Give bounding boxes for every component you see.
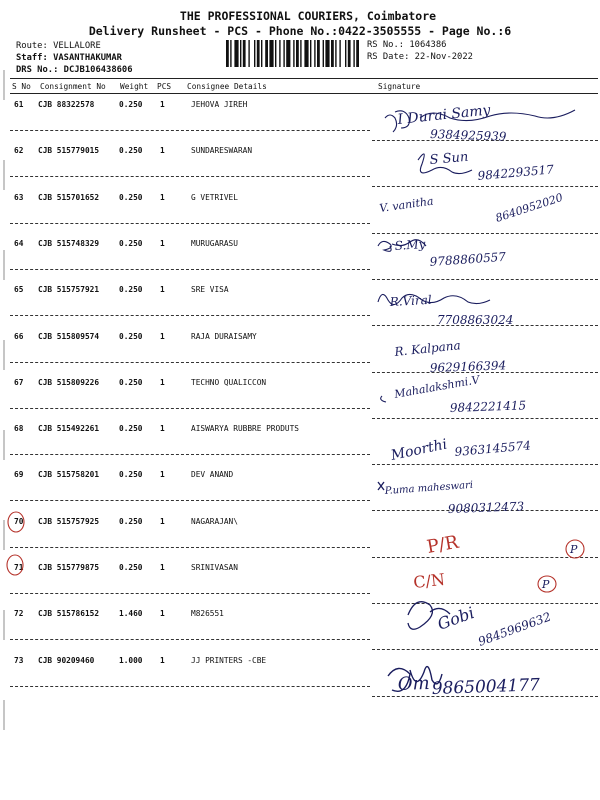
row-separator [10, 315, 370, 316]
cell-consignee: SUNDARESWARAN [191, 146, 253, 156]
cell-weight: 0.250 [119, 100, 143, 109]
signature-phone: 9080312473 [447, 499, 525, 516]
cell-weight: 0.250 [119, 377, 143, 387]
signature-name: S.My [394, 236, 426, 253]
staff-label: Staff: VASANTHAKUMAR [16, 53, 122, 63]
row-separator [10, 639, 370, 640]
cell-sno: 61 [14, 100, 24, 109]
cell-consignment: CJB 515786152 [38, 609, 100, 619]
cell-consignee: MURUGARASU [191, 238, 238, 248]
col-pcs: PCS [157, 82, 172, 91]
cell-weight: 0.250 [119, 424, 143, 434]
cell-consignment: CJB 515758201 [38, 470, 100, 480]
cell-consignment: CJB 515701652 [38, 192, 100, 202]
signature-separator [372, 696, 598, 697]
cell-pcs: 1 [160, 470, 165, 480]
signature-phone: 9788860557 [429, 249, 507, 269]
signature-name: R. Kalpana [393, 338, 462, 359]
header-top-rule [10, 78, 598, 79]
cell-consignment: CJB 515757925 [38, 516, 100, 526]
circled-p-70: P [570, 543, 578, 556]
row-separator [10, 500, 370, 501]
signature-stroke-67 [381, 396, 386, 402]
signature-separator [372, 279, 598, 280]
red-circle-71 [538, 576, 556, 592]
signature-name: I Durai Samy [396, 102, 492, 128]
signature-separator [372, 372, 598, 373]
cell-pcs: 1 [160, 238, 165, 248]
signature-separator [372, 140, 598, 141]
cell-consignee: RAJA DURAISAMY [191, 331, 257, 341]
signature-name: R.Viral [389, 292, 432, 309]
cell-weight: 1.460 [119, 609, 143, 619]
cell-pcs: 1 [160, 609, 165, 619]
cell-weight: 0.250 [119, 563, 143, 572]
signature-separator [372, 464, 598, 465]
cell-consignment: CJB 515809226 [38, 377, 100, 387]
cell-sno: 63 [14, 192, 24, 202]
cell-pcs: 1 [160, 516, 165, 526]
cell-pcs: 1 [160, 655, 165, 665]
signature-separator [372, 603, 598, 604]
cell-sno: 68 [14, 424, 24, 434]
signature-stroke-65 [378, 294, 490, 304]
scan-edge-mark [2, 70, 6, 780]
signature-phone: 8640952020 [493, 190, 565, 225]
row-separator [10, 454, 370, 455]
cell-consignee: JJ PRINTERS -CBE [191, 655, 267, 665]
row-separator [10, 593, 370, 594]
cell-pcs: 1 [160, 331, 165, 341]
cell-pcs: 1 [160, 192, 165, 202]
cell-sno: 72 [14, 609, 24, 619]
cell-pcs: 1 [160, 146, 165, 156]
cell-consignment: CJB 515779015 [38, 146, 100, 156]
cell-sno: 70 [14, 516, 24, 526]
cell-consignee: TECHNO QUALICCON [191, 377, 267, 387]
cell-pcs: 1 [160, 285, 165, 295]
signature-name: C/N [412, 569, 446, 592]
row-separator [10, 408, 370, 409]
signature-phone: 9363145574 [454, 438, 532, 459]
company-title: THE PROFESSIONAL COURIERS, Coimbatore [179, 9, 437, 23]
signature-separator [372, 649, 598, 650]
rs-date: RS Date: 22-Nov-2022 [367, 52, 473, 62]
drs-number: DRS No.: DCJB106438606 [16, 65, 133, 75]
rs-number: RS No.: 1064386 [367, 40, 447, 50]
runsheet-title: Delivery Runsheet - PCS - Phone No.:0422-3505555 - Page No.:6 [88, 24, 512, 38]
signature-phone: 9842293517 [477, 162, 555, 183]
cell-consignment: CJB 515748329 [38, 238, 100, 248]
cell-weight: 0.250 [119, 238, 143, 248]
signature-stroke-64 [378, 240, 426, 252]
signature-phone: 9384925939 [429, 127, 507, 144]
col-signature: Signature [378, 82, 421, 91]
cell-pcs: 1 [160, 100, 165, 109]
cell-consignee: SRINIVASAN [191, 563, 238, 572]
signature-stroke-69 [378, 482, 384, 490]
signature-phone: 9629166394 [429, 358, 507, 375]
route-label: Route: VELLALORE [16, 41, 101, 51]
cell-pcs: 1 [160, 563, 165, 572]
signature-name: Om [397, 672, 430, 695]
circled-p-71: P [542, 578, 550, 591]
signature-name: P.uma maheswari [384, 479, 474, 497]
row-separator [10, 269, 370, 270]
cell-sno: 73 [14, 655, 24, 665]
cell-pcs: 1 [160, 377, 165, 387]
cell-weight: 1.000 [119, 655, 143, 665]
signature-separator [372, 557, 598, 558]
cell-sno: 64 [14, 238, 24, 248]
cell-consignment: CJB 515757921 [38, 285, 100, 295]
signature-separator [372, 510, 598, 511]
signature-name: Gobi [434, 602, 477, 634]
cell-consignment: CJB 88322578 [38, 100, 95, 109]
cell-sno: 67 [14, 377, 24, 387]
signature-stroke-61 [385, 110, 575, 132]
cell-sno: 62 [14, 146, 24, 156]
cell-sno: 69 [14, 470, 24, 480]
col-consignee: Consignee Details [187, 82, 267, 91]
signature-phone: 9865004177 [431, 675, 541, 699]
col-sno: S No [12, 82, 31, 91]
signature-name: Mahalakshmi.V [393, 373, 481, 401]
cell-pcs: 1 [160, 424, 165, 434]
cell-consignee: JEHOVA JIREH [191, 100, 248, 109]
cell-consignment: CJB 515809574 [38, 331, 100, 341]
cell-sno: 65 [14, 285, 24, 295]
signature-stroke-73 [388, 667, 442, 692]
cell-sno: 66 [14, 331, 24, 341]
red-circle-70 [566, 540, 584, 558]
cell-consignee: NAGARAJAN\ [191, 516, 238, 526]
row-separator [10, 362, 370, 363]
row-separator [10, 223, 370, 224]
row-separator [10, 686, 370, 687]
cell-consignment: CJB 515492261 [38, 424, 100, 434]
signature-phone: 9842221415 [449, 398, 527, 415]
cell-weight: 0.250 [119, 470, 143, 480]
signature-stroke-62 [418, 154, 472, 174]
cell-weight: 0.250 [119, 192, 143, 202]
cell-weight: 0.250 [119, 516, 143, 526]
signature-phone: 7708863024 [437, 313, 514, 327]
row-separator [10, 176, 370, 177]
signature-separator [372, 233, 598, 234]
header-bottom-rule [10, 93, 598, 94]
col-weight: Weight [120, 82, 149, 91]
cell-sno: 71 [14, 563, 24, 572]
signature-phone: 9845969632 [476, 609, 553, 649]
row-separator [10, 547, 370, 548]
signature-separator [372, 418, 598, 419]
cell-consignee: M826551 [191, 609, 224, 619]
signature-name: Moorthi [389, 436, 449, 464]
cell-consignee: SRE VISA [191, 285, 229, 295]
cell-weight: 0.250 [119, 146, 143, 156]
barcode [226, 40, 359, 67]
col-consignment: Consignment No [40, 82, 106, 91]
cell-consignee: AISWARYA RUBBRE PRODUTS [191, 424, 299, 434]
row-separator [10, 130, 370, 131]
signature-separator [372, 325, 598, 326]
cell-consignee: G VETRIVEL [191, 192, 238, 202]
signature-separator [372, 186, 598, 187]
signature-name: V. vanitha [378, 194, 435, 215]
cell-weight: 0.250 [119, 331, 143, 341]
cell-weight: 0.250 [119, 285, 143, 295]
cell-consignment: CJB 515779875 [38, 563, 100, 572]
cell-consignee: DEV ANAND [191, 470, 234, 480]
cell-consignment: CJB 90209460 [38, 655, 95, 665]
signature-name: S Sun [429, 149, 469, 168]
signature-name: P/R [425, 531, 461, 558]
signature-stroke-72 [408, 602, 450, 630]
